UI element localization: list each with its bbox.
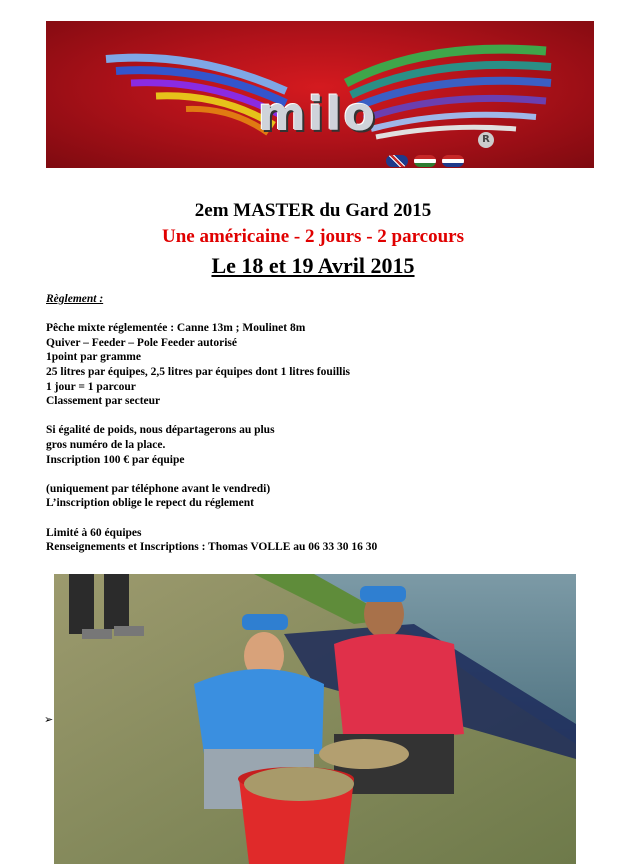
rules-line: 25 litres par équipes, 2,5 litres par équipes dont 1 litres fouillis	[46, 365, 351, 378]
milo-logo: milo	[258, 87, 378, 141]
event-title: 2em MASTER du Gard 2015	[194, 200, 432, 221]
anglers-photo-illustration	[54, 574, 576, 864]
hungary-flag-icon	[414, 155, 436, 167]
netherlands-flag-icon	[442, 155, 464, 167]
uk-flag-icon	[386, 155, 408, 167]
milo-banner	[46, 21, 594, 168]
arrow-bullet-icon: ➢	[44, 713, 54, 726]
rules-line: Quiver – Feeder – Pole Feeder autorisé	[46, 336, 237, 349]
flags-row	[386, 155, 466, 168]
contact-line: Renseignements et Inscriptions : Thomas VOLLE au 06 33 30 16 30	[46, 541, 378, 554]
registered-mark: R	[478, 132, 494, 148]
rules-line: gros numéro de la place.	[46, 438, 166, 451]
rules-line: 1point par gramme	[46, 351, 141, 364]
rules-heading: Règlement :	[46, 293, 104, 305]
rules-line: 1 jour = 1 parcour	[46, 380, 136, 393]
event-dates	[0, 252, 626, 280]
rules-line: Pêche mixte réglementée : Canne 13m ; Moulinet 8m	[46, 322, 306, 335]
rules-line: Classement par secteur	[46, 395, 161, 408]
rules-line: Si égalité de poids, nous départagerons au plus	[46, 424, 275, 437]
rules-line: (uniquement par téléphone avant le vendredi)	[46, 482, 271, 495]
anglers-photo	[54, 574, 576, 864]
rules-line: Limité à 60 équipes	[46, 526, 142, 539]
rules-line: L’inscription oblige le repect du réglement	[46, 497, 254, 510]
rules-line: Inscription 100 € par équipe	[46, 453, 185, 466]
event-dates-text: Le 18 et 19 Avril 2015	[211, 253, 415, 278]
event-subtitle: Une américaine - 2 jours - 2 parcours	[161, 226, 464, 247]
rules-section	[46, 292, 586, 555]
